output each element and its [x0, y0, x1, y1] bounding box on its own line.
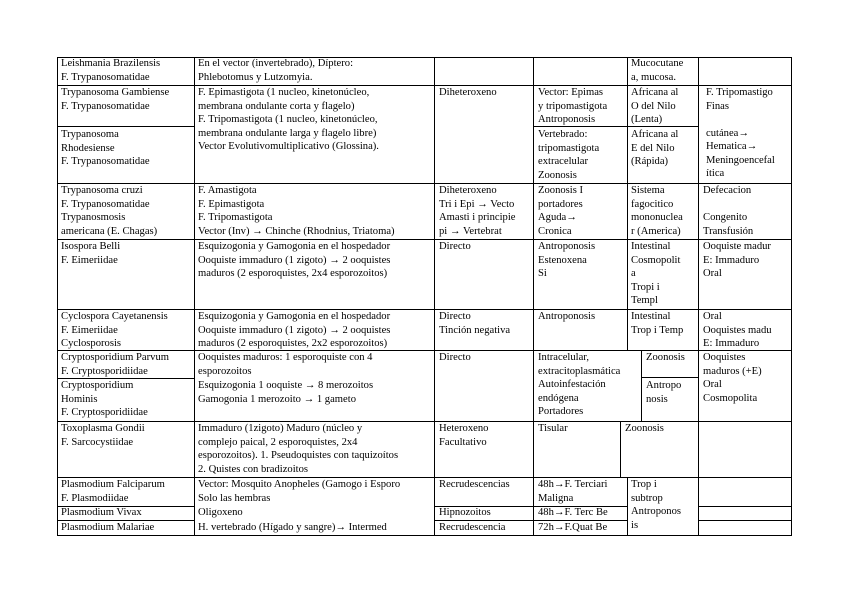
cell-species-toxoplasma: Toxoplasma Gondii F. Sarcocystiidae: [61, 423, 145, 448]
table-rule: [533, 57, 534, 536]
cell-species-leishmania: Leishmania Brazilensis F. Trypanosomatidae: [61, 58, 161, 83]
cell-host-cruzi: Diheteroxeno Tri i Epi → Vecto Amasti i principie pi → Vertebrat: [439, 185, 516, 237]
table-rule: [791, 57, 792, 536]
cell-cycle-trypanosoma: F. Epimastigota (1 nucleo, kinetonúcleo, membrana ondulante corta y flagelo) F. Tripomastigota (1 nucleo, kinetonúcleo, membrana ondulante larga y flagelo libre) Vector Evolutivomultiplicativo (Glossina).: [198, 87, 379, 152]
table-rule: [57, 535, 791, 536]
cell-transmission-cryptosporidium: Ooquistes maduros (+E) Oral Cosmopolita: [703, 352, 762, 404]
cell-epi-vivax: 48h→F. Terc Be: [538, 507, 608, 518]
cell-cycle-cyclospora: Esquizogonia y Gamogonia en el hospedador Ooquiste immaduro (1 zigoto) → 2 ooquistes maduros (2 esporoquistes, 2x2 esporozoitos): [198, 311, 391, 349]
cell-species-malariae: Plasmodium Malariae: [61, 522, 155, 533]
cell-epi-toxoplasma: Tisular: [538, 423, 568, 434]
cell-location-parvum: Zoonosis: [646, 352, 685, 363]
table-rule: [57, 126, 194, 127]
cell-location-plasmodium: Trop i subtrop Antroponos is: [631, 479, 682, 531]
table-rule: [627, 477, 628, 536]
cell-species-isospora: Isospora Belli F. Eimeriidae: [61, 241, 121, 266]
table-rule: [434, 57, 435, 536]
table-rule: [627, 57, 628, 85]
cell-species-parvum: Cryptosporidium Parvum F. Cryptosporidiidae: [61, 352, 169, 377]
table-rule: [641, 350, 642, 421]
cell-species-cyclospora: Cyclospora Cayetanensis F. Eimeriidae Cyclosporosis: [61, 311, 168, 349]
cell-epi-malariae: 72h→F.Quat Be: [538, 522, 608, 533]
cell-species-falciparum: Plasmodium Falciparum F. Plasmodiidae: [61, 479, 165, 504]
cell-transmission-cruzi: Defecacion Congenito Transfusión: [703, 185, 754, 237]
cell-location-isospora: Intestinal Cosmopolit a Tropi i Templ: [631, 241, 681, 306]
cell-cycle-cryptosporidium-a: Ooquistes maduros: 1 esporoquiste con 4 esporozoitos: [198, 352, 373, 377]
cell-location-gambiense: Africana al O del Nilo (Lenta): [631, 87, 679, 125]
table-rule: [57, 239, 791, 240]
cell-epi-cyclospora: Antroponosis: [538, 311, 596, 322]
cell-cycle-vivax: Oligoxeno: [198, 507, 243, 518]
cell-host-falciparum: Recrudescencias: [439, 479, 510, 490]
cell-cycle-cryptosporidium-b: Esquizogonia 1 ooquiste → 8 merozoitos Gamogonia 1 merozoito → 1 gameto: [198, 380, 374, 405]
table-rule: [641, 377, 698, 378]
table-rule: [698, 57, 699, 536]
cell-cycle-plasmodium: Vector: Mosquito Anopheles (Gamogo i Esporo Solo las hembras: [198, 479, 401, 504]
cell-host-trypanosoma: Diheteroxeno: [439, 87, 497, 98]
table-rule: [698, 506, 791, 507]
cell-transmission-isospora: Ooquiste madur E: Immaduro Oral: [703, 241, 771, 279]
cell-species-rhodesiense: Trypanosoma Rhodesiense F. Trypanosomatidae: [61, 129, 150, 167]
cell-epi-isospora: Antroponosis Estenoxena Si: [538, 241, 596, 279]
cell-cycle-leishmania: En el vector (invertebrado), Díptero: Phlebotomus y Lutzomyia.: [198, 58, 354, 83]
cell-host-isospora: Directo: [439, 241, 471, 252]
cell-epi-cruzi: Zoonosis I portadores Aguda→ Cronica: [538, 185, 584, 237]
cell-location-hominis: Antropo nosis: [646, 380, 682, 405]
cell-host-cyclospora: Directo Tinción negativa: [439, 311, 511, 336]
table-rule: [57, 57, 58, 536]
table-rule: [57, 421, 791, 422]
cell-location-cyclospora: Intestinal Trop i Temp: [631, 311, 684, 336]
cell-epi-vertebrate: Vertebrado: tripomastigota extracelular Zoonosis: [538, 129, 600, 181]
table-rule: [698, 520, 791, 521]
cell-location-toxoplasma: Zoonosis: [625, 423, 664, 434]
cell-host-malariae: Recrudescencia: [439, 522, 506, 533]
cell-epi-vector: Vector: Epimas y tripomastigota Antroponosis: [538, 87, 608, 125]
cell-cycle-toxoplasma: Immaduro (1zigoto) Maduro (núcleo y complejo paical, 2 esporoquistes, 2x4 esporozoitos). 1. Pseudoquistes con taquizoítos 2. Quistes con bradizoitos: [198, 423, 399, 475]
cell-transmission-cyclospora: Oral Ooquistes madu E: Immaduro: [703, 311, 772, 349]
table-rule: [620, 421, 621, 477]
cell-cycle-malariae: H. vertebrado (Hígado y sangre)→ Intermed: [198, 522, 387, 533]
cell-host-toxoplasma: Heteroxeno Facultativo: [439, 423, 489, 448]
cell-species-vivax: Plasmodium Vivax: [61, 507, 142, 518]
table-rule: [194, 57, 195, 536]
cell-epi-falciparum: 48h→F. Terciari Maligna: [538, 479, 608, 504]
cell-species-gambiense: Trypanosoma Gambiense F. Trypanosomatidae: [61, 87, 170, 112]
cell-host-vivax: Hipnozoitos: [439, 507, 491, 518]
cell-transmission-trypanosoma: F. Tripomastigo Finas cutánea→ Hematica→ Meningoencefal ítica: [706, 87, 775, 179]
cell-location-rhodesiense: Africana al E del Nilo (Rápida): [631, 129, 679, 167]
cell-species-hominis: Cryptosporidium Hominis F. Cryptosporidiidae: [61, 380, 148, 418]
cell-cycle-cruzi: F. Amastigota F. Epimastigota F. Tripomastigota Vector (Inv) → Chinche (Rhodnius, Triatoma): [198, 185, 395, 237]
cell-location-cruzi: Sistema fagocitico mononuclea r (America): [631, 185, 683, 237]
cell-epi-cryptosporidium: Intracelular, extracitoplasmática Autoinfestación endógena Portadores: [538, 352, 621, 417]
cell-host-cryptosporidium: Directo: [439, 352, 471, 363]
table-rule: [627, 183, 628, 350]
table-rule: [627, 85, 628, 183]
cell-species-cruzi: Trypanosoma cruzi F. Trypanosomatidae Trypanosmosis americana (E. Chagas): [61, 185, 158, 237]
cell-cycle-isospora: Esquizogonia y Gamogonia en el hospedador Ooquiste immaduro (1 zigoto) → 2 ooquistes maduros (2 esporoquistes, 2x4 esporozoitos): [198, 241, 391, 279]
cell-location-leishmania: Mucocutane a, mucosa.: [631, 58, 684, 83]
